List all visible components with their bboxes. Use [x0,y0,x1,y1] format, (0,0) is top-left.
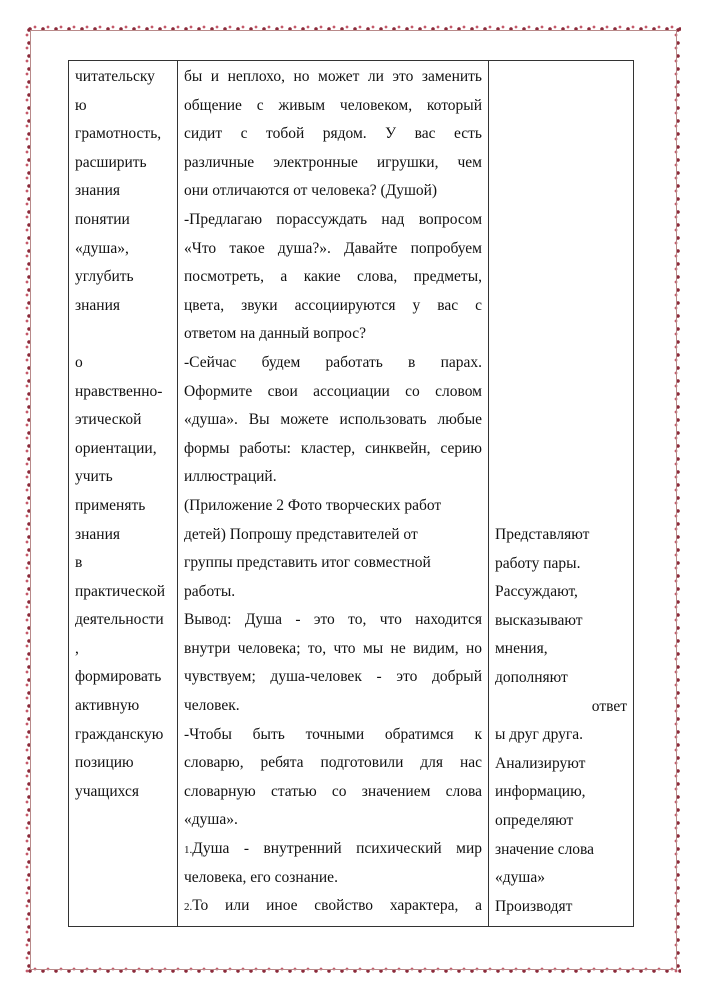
teacher-activity-line: Вывод: Душа - это то, что находится [184,611,482,629]
student-activity-line: Производят [495,897,573,915]
teacher-activity-line: группы представить итог совместной [184,554,431,572]
goals-line: учить [75,468,113,486]
student-activity-line: ответ [591,697,627,715]
teacher-activity-line: формы работы: кластер, синквейн, серию [184,439,482,457]
student-activity-line: дополняют [495,668,568,686]
goals-line: углубить [75,268,134,286]
goals-line: «душа», [75,239,129,257]
student-activity-line: мнения, [495,640,548,658]
goals-line: знания [75,182,121,200]
goals-line: грамотность, [75,125,162,143]
teacher-activity-line: общение с живым человеком, который [184,96,482,114]
goals-line: знания [75,525,121,543]
teacher-activity-line: цвета, звуки ассоциируются у вас с [184,296,482,314]
list-item-text: То или иное свойство характера, а [192,897,482,915]
goals-line: ю [75,96,87,114]
list-number: 1. [184,844,193,857]
teacher-activity-line: внутри человека; то, что мы не видим, но [184,639,482,657]
teacher-activity-line: «Что такое душа?». Давайте попробуем [184,239,482,257]
goals-line: расширить [75,153,147,171]
student-activity-column [489,61,633,926]
teacher-activity-line: ответом на данный вопрос? [184,325,367,343]
teacher-activity-line: работы. [184,582,236,600]
student-activity-line: «душа» [495,869,545,887]
teacher-activity-line: человека, его сознание. [184,868,338,886]
student-activity-line: высказывают [495,611,583,629]
goals-line: деятельности [75,611,164,629]
goals-line: в [75,554,83,572]
teacher-activity-line: иллюстраций. [184,468,277,486]
goals-line: этической [75,411,142,429]
goals-line: применять [75,496,146,514]
goals-column [69,61,177,926]
teacher-activity-line: посмотреть, а какие слова, предметы, [184,268,482,286]
goals-line: практической [75,582,166,600]
teacher-activity-line [184,835,482,864]
teacher-activity-line: -Предлагаю порассуждать над вопросом [184,210,482,228]
goals-line: нравственно- [75,382,163,400]
teacher-activity-line: (Приложение 2 Фото творческих работ [184,496,442,514]
list-number: 2. [184,901,193,914]
teacher-activity-line: «душа». [184,811,238,829]
teacher-activity-line: бы и неплохо, но может ли это заменить [184,68,482,85]
student-activity-line: определяют [495,811,574,829]
goals-line: формировать [75,668,162,686]
student-activity-line: работу пары. [495,554,581,572]
goals-line: знания [75,296,121,314]
goals-line: , [75,639,79,657]
student-activity-line: ы друг друга. [495,726,583,744]
teacher-activity-line: «душа». Вы можете использовать любые [184,411,482,429]
teacher-activity-line: чувствуем; душа-человек - это добрый [184,668,482,686]
list-item-text: Душа - внутренний психический мир [192,840,482,858]
teacher-activity-line: они отличаются от человека? (Душой) [184,182,438,200]
teacher-activity-line [184,892,482,921]
teacher-activity-line: детей) Попрошу представителей от [184,525,418,543]
student-activity-line: Анализируют [495,754,586,772]
student-activity-line: Рассуждают, [495,583,578,601]
student-activity-line: Представляют [495,526,590,543]
lesson-table [68,60,634,927]
teacher-activity-line: словарю, ребята подготовили для нас [184,754,482,772]
student-activity-line: значение слова [495,840,595,858]
goals-line: читательску [75,68,155,85]
teacher-activity-line: сидит с тобой рядом. У вас есть [184,125,482,143]
student-activity-line: информацию, [495,783,586,801]
teacher-activity-line: -Сейчас будем работать в парах. [184,353,482,371]
goals-line: позицию [75,754,134,772]
goals-line: ориентации, [75,439,157,457]
teacher-activity-line: -Чтобы быть точными обратимся к [184,725,482,743]
teacher-activity-line: человек. [184,697,240,715]
goals-line: гражданскую [75,725,164,743]
teacher-activity-column [178,61,488,926]
goals-line: о [75,353,83,371]
goals-line: понятии [75,210,130,228]
teacher-activity-line: различные электронные игрушки, чем [184,153,482,171]
goals-line: учащихся [75,782,139,800]
teacher-activity-line: Оформите свои ассоциации со словом [184,382,482,400]
goals-line [75,320,177,349]
teacher-activity-line: словарную статью со значением слова [184,782,482,800]
goals-line: активную [75,697,140,715]
